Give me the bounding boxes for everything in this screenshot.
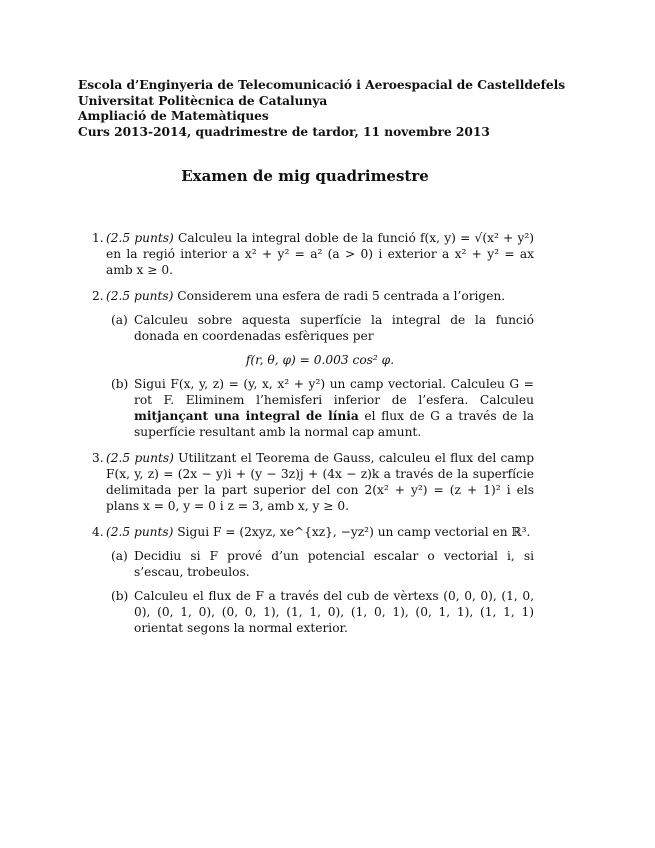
problem-points: (2.5 punts) [106,231,174,245]
header-course: Ampliació de Matemàtiques [78,109,269,123]
header-school: Escola d’Enginyeria de Telecomunicació i Aeroespacial de Castelldefels [78,78,566,92]
problem-4 [78,524,534,636]
subpart-list [106,548,534,636]
subpart-label: (a) [111,313,128,327]
subpart-text: Decidiu si F prové d’un potencial escalar o vectorial i, si s’escau, trobeulos. [134,549,534,579]
problem-number: 1. [92,231,104,245]
institution-header [78,78,565,140]
subpart-label: (b) [111,377,129,391]
subpart-a [106,548,534,580]
problem-number: 2. [92,289,104,303]
problem-points: (2.5 punts) [106,525,174,539]
subpart-text: Sigui F(x, y, z) = (y, x, x² + y²) un camp vectorial. Calculeu G = rot F. Eliminem l’hemisferi inferior de l’esfera. Calculeu [134,377,534,407]
problem-text: Considerem una esfera de radi 5 centrada a l’origen. [177,289,506,303]
subpart-label: (b) [111,589,129,603]
problem-number: 4. [92,525,104,539]
problem-text: Calculeu la integral doble de la funció f(x, y) = √(x² + y²) en la regió interior a x² + y² = a² (a > 0) i exterior a x² + y² = ax amb x ≥ 0. [106,231,535,277]
problem-2 [78,288,534,440]
problem-1 [78,230,534,278]
subpart-list [106,312,534,440]
problem-text: Sigui F = (2xyz, xe^{xz}, −yz²) un camp vectorial en ℝ³. [177,525,531,539]
problem-3 [78,450,534,514]
header-university: Universitat Politècnica de Catalunya [78,93,328,108]
subpart-label: (a) [111,549,128,563]
problem-list [78,230,534,646]
emphasis-text: mitjançant una integral de línia [134,409,359,423]
subpart-a [106,312,534,368]
subpart-text: Calculeu sobre aquesta superfície la integral de la funció donada en coordenadas esfèriques per [134,313,534,343]
display-formula: f(r, θ, φ) = 0.003 cos² φ. [245,353,395,367]
header-term: Curs 2013-2014, quadrimestre de tardor, 11 novembre 2013 [78,124,490,139]
subpart-text: Calculeu el flux de F a través del cub de vèrtexs (0, 0, 0), (1, 0, 0), (0, 1, 0), (0, 0, 1), (1, 1, 0), (1, 0, 1), (0, 1, 1), (1, 1, 1) orientat segons la normal exterior. [134,589,534,635]
exam-title: Examen de mig quadrimestre [181,167,429,185]
subpart-b [106,376,534,440]
subpart-b [106,588,534,636]
problem-points: (2.5 punts) [106,451,174,465]
problem-number: 3. [92,451,104,465]
subpart-text-end: el flux de G a través de la superfície resultant amb la normal cap amunt. [134,409,534,439]
problem-points: (2.5 punts) [106,289,174,303]
problem-text: Utilitzant el Teorema de Gauss, calculeu el flux del camp F(x, y, z) = (2x − y)i + (y − 3z)j + (4x − z)k a través de la superfície delimitada per la part superior del con 2(x² + y²) = (z + 1)² i els plans x = 0, y = 0 i z = 3, amb x, y ≥ 0. [106,451,535,513]
